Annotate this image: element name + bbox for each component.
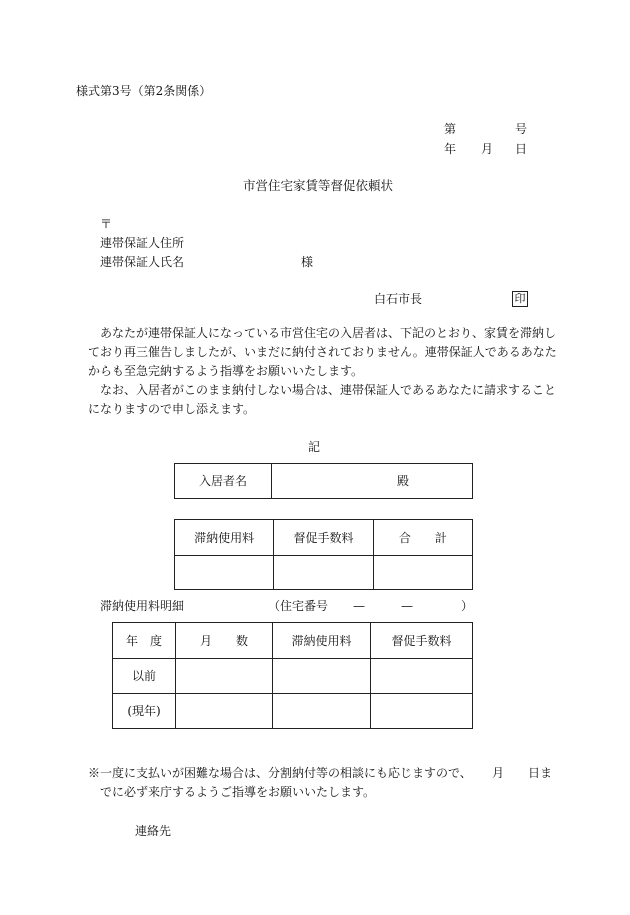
detail-table <box>112 622 473 729</box>
date-year: 年 <box>444 142 457 156</box>
detail-header-fee: 督促手数料 <box>371 623 473 659</box>
tenant-honorific: 殿 <box>272 464 473 499</box>
detail-cell <box>371 694 473 729</box>
note-day: 日ま <box>528 766 553 780</box>
guarantor-name-label: 連帯保証人氏名 <box>100 255 185 269</box>
summary-cell-total <box>373 556 472 590</box>
body-text <box>88 324 558 419</box>
detail-header-year: 年 度 <box>113 623 176 659</box>
guarantor-address-label: 連帯保証人住所 <box>100 236 185 250</box>
detail-cell <box>176 694 273 729</box>
ki-heading: 記 <box>308 440 321 454</box>
tenant-name-label: 入居者名 <box>175 464 272 499</box>
detail-header-months: 月 数 <box>176 623 273 659</box>
summary-table <box>174 519 473 590</box>
detail-caption: 滞納使用料明細 <box>100 599 185 613</box>
document-title: 市営住宅家賃等督促依頼状 <box>243 178 394 193</box>
summary-header-total: 合 計 <box>373 520 472 556</box>
housing-number-dash-1: — <box>353 599 365 613</box>
note-line-1: ※一度に支払いが困難な場合は、分割納付等の相談にも応じますので、 <box>88 766 472 780</box>
summary-cell-arrears <box>175 556 274 590</box>
detail-cell <box>273 694 371 729</box>
housing-number-label: （住宅番号 <box>268 599 329 613</box>
sender-name: 白石市長 <box>374 292 423 306</box>
postal-mark: 〒 <box>100 217 113 231</box>
housing-number-dash-2: — <box>401 599 413 613</box>
summary-cell-fee <box>274 556 373 590</box>
note-line-2: でに必ず来庁するようご指導をお願いいたします。 <box>100 785 376 799</box>
number-suffix: 号 <box>515 122 528 136</box>
tenant-table <box>174 463 473 499</box>
note-month: 月 <box>492 766 505 780</box>
detail-row-label: (現年) <box>113 694 176 729</box>
contact-label: 連絡先 <box>135 824 172 838</box>
date-day: 日 <box>515 142 528 156</box>
date-month: 月 <box>481 142 494 156</box>
form-number-label: 様式第3号（第2条関係） <box>76 84 212 98</box>
body-paragraph-1: あなたが連帯保証人になっている市営住宅の入居者は、下記のとおり、家賃を滞納しており再三催告しましたが、いまだに納付されておりません。連帯保証人であるあなたからも至急完納するよう指導をお願いいたします。 <box>88 326 557 378</box>
body-paragraph-2: なお、入居者がこのまま納付しない場合は、連帯保証人であるあなたに請求することになりますので申し添えます。 <box>88 383 557 416</box>
guarantor-honorific: 様 <box>301 255 314 269</box>
detail-cell <box>371 659 473 694</box>
detail-header-arrears: 滞納使用料 <box>273 623 371 659</box>
summary-header-fee: 督促手数料 <box>274 520 373 556</box>
detail-row-label: 以前 <box>113 659 176 694</box>
number-prefix: 第 <box>444 122 457 136</box>
seal-text: 印 <box>512 291 528 307</box>
detail-cell <box>176 659 273 694</box>
seal-mark <box>512 291 528 307</box>
housing-number-close: ） <box>461 599 474 613</box>
detail-cell <box>273 659 371 694</box>
summary-header-arrears: 滞納使用料 <box>175 520 274 556</box>
